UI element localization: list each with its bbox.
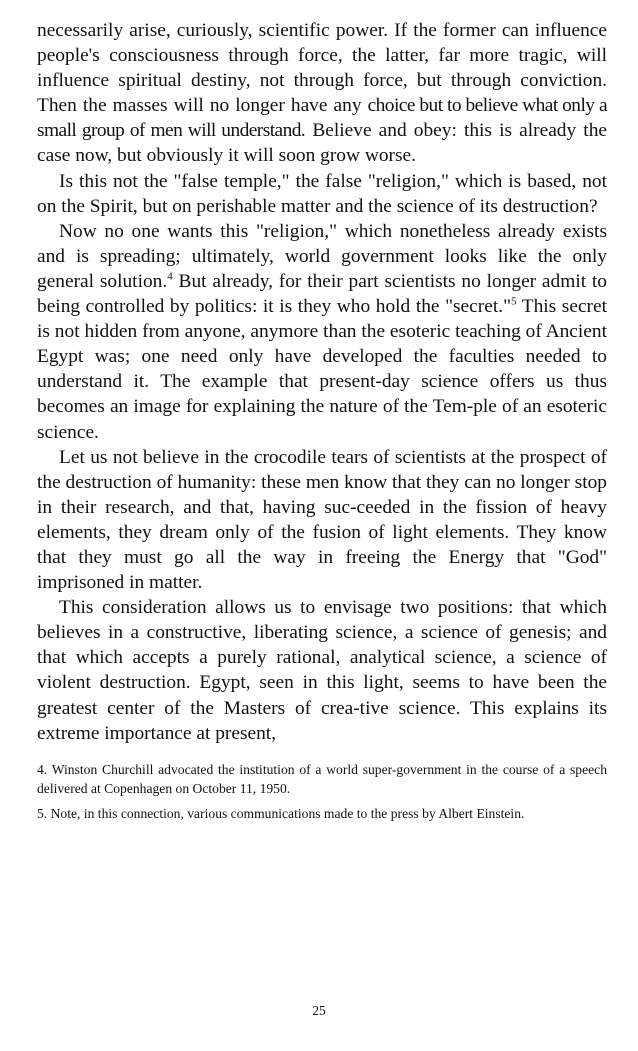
footnote-5: 5. Note, in this connection, various communications made to the press by Albert Einstein.	[37, 805, 525, 821]
paragraph-3-part-b: But already, for their part scientists no longer admit to being controlled by politics: it is they who hold the "secret."	[37, 270, 607, 318]
footnotes	[37, 760, 607, 824]
paragraph-5: This consideration allows us to envisage two positions: that which believes in a constructive, liberating science, a science of genesis; and that which accepts a purely rational, analytical science, a science of violent destruction. Egypt, seen in this light, seems to have been the greatest center of the Masters of crea-tive science. This explains its extreme importance at present,	[37, 597, 607, 744]
footnote-ref-5: 5	[511, 295, 517, 308]
footnote-4: 4. Winston Churchill advocated the institution of a world super-government in the course of a speech delivered at Copenhagen on October 11, 1950.	[37, 761, 607, 797]
page-number: 25	[312, 1003, 326, 1018]
paragraph-1-compressed-line: choice but to believe what only a small group of men will understand.	[37, 95, 607, 142]
paragraph-3-part-c: This secret is not hidden from anyone, anymore than the esoteric teaching of Ancient Egypt was; one need only have developed the faculties needed to understand it. The example that present-day science offers us thus becomes an image for explaining the nature of the Tem-ple of an esoteric science.	[37, 296, 608, 443]
body-text	[37, 18, 607, 746]
paragraph-3-part-a: Now no one wants this "religion," which nonetheless already exists and is spreading; ultimately, world government looks like the only general solution.	[37, 220, 607, 292]
book-page	[37, 18, 607, 828]
paragraph-3	[37, 219, 607, 445]
paragraph-1-part-c: Believe and obey: this is already the case now, but obviously it will soon grow worse.	[37, 120, 607, 167]
footnote-ref-4: 4	[167, 270, 173, 283]
paragraph-2: Is this not the "false temple," the false "religion," which is based, not on the Spirit, but on perishable matter and the science of its destruction?	[37, 170, 607, 217]
paragraph-4: Let us not believe in the crocodile tears of scientists at the prospect of the destruction of humanity: these men know that they can no longer stop in their research, and that, having suc-ceeded in the fission of heavy elements, they dream only of the fusion of light elements. They know that they must go all the way in freeing the Energy that "God" imprisoned in matter.	[37, 446, 607, 594]
paragraph-1	[37, 18, 607, 169]
paragraph-1-part-a: necessarily arise, curiously, scientific power. If the former can influence people's consciousness through force, the latter, far more tragic, will influence spiritual destiny, not through force, but through conviction. Then the masses will no longer have any	[37, 20, 607, 117]
